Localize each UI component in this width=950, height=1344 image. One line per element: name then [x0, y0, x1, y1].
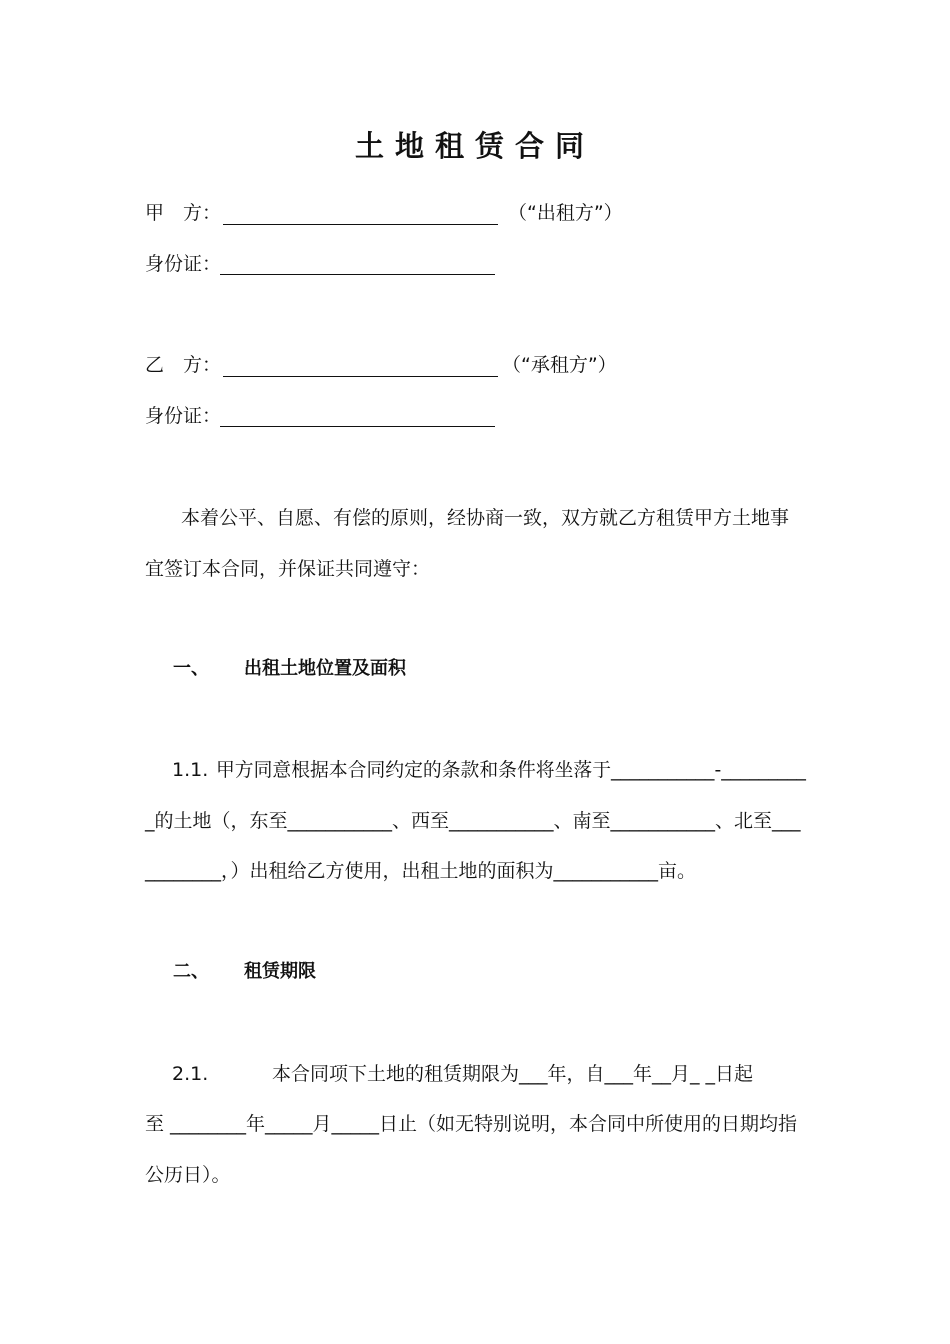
preamble-line-2: 宜签订本合同，并保证共同遵守：	[145, 558, 431, 580]
document-title: 土地租赁合同	[354, 129, 595, 163]
party-a-name-blank[interactable]	[223, 224, 498, 225]
party-b-role: （“承租方”）	[502, 354, 617, 376]
party-b-id-label: 身份证：	[145, 405, 222, 427]
party-a-id-label: 身份证：	[145, 253, 222, 275]
party-b-name-blank[interactable]	[223, 376, 498, 377]
clause-1-1-line-2: _的土地（，东至___________、西至___________、南至___________、北至___	[145, 810, 801, 832]
clause-1-1-line-3: ________，）出租给乙方使用，出租土地的面积为___________亩。	[145, 860, 697, 882]
section-1-heading: 出租土地位置及面积	[244, 658, 406, 679]
section-1-number: 一、	[173, 658, 209, 679]
party-b-label: 乙 方：	[145, 354, 222, 376]
section-2-number: 二、	[173, 961, 209, 982]
party-a-label: 甲 方：	[145, 202, 222, 224]
section-2-heading: 租赁期限	[244, 961, 316, 982]
clause-2-1-number: 2.1.	[172, 1063, 209, 1085]
preamble-line-1: 本着公平、自愿、有偿的原则，经协商一致，双方就乙方租赁甲方土地事	[181, 507, 790, 529]
clause-1-1-line-1: 甲方同意根据本合同约定的条款和条件将坐落于___________-_________	[216, 759, 806, 781]
party-a-role: （“出租方”）	[508, 202, 623, 224]
party-a-id-blank[interactable]	[220, 274, 495, 275]
clause-2-1-line-3: 公历日）。	[145, 1164, 231, 1186]
clause-1-1-number: 1.1.	[172, 759, 209, 781]
clause-2-1-line-2: 至 ________年_____月_____日止（如无特别说明，本合同中所使用的日期均指	[145, 1113, 798, 1135]
clause-2-1-line-1: 本合同项下土地的租赁期限为___年，自___年__月_ _日起	[272, 1063, 754, 1085]
party-b-id-blank[interactable]	[220, 426, 495, 427]
